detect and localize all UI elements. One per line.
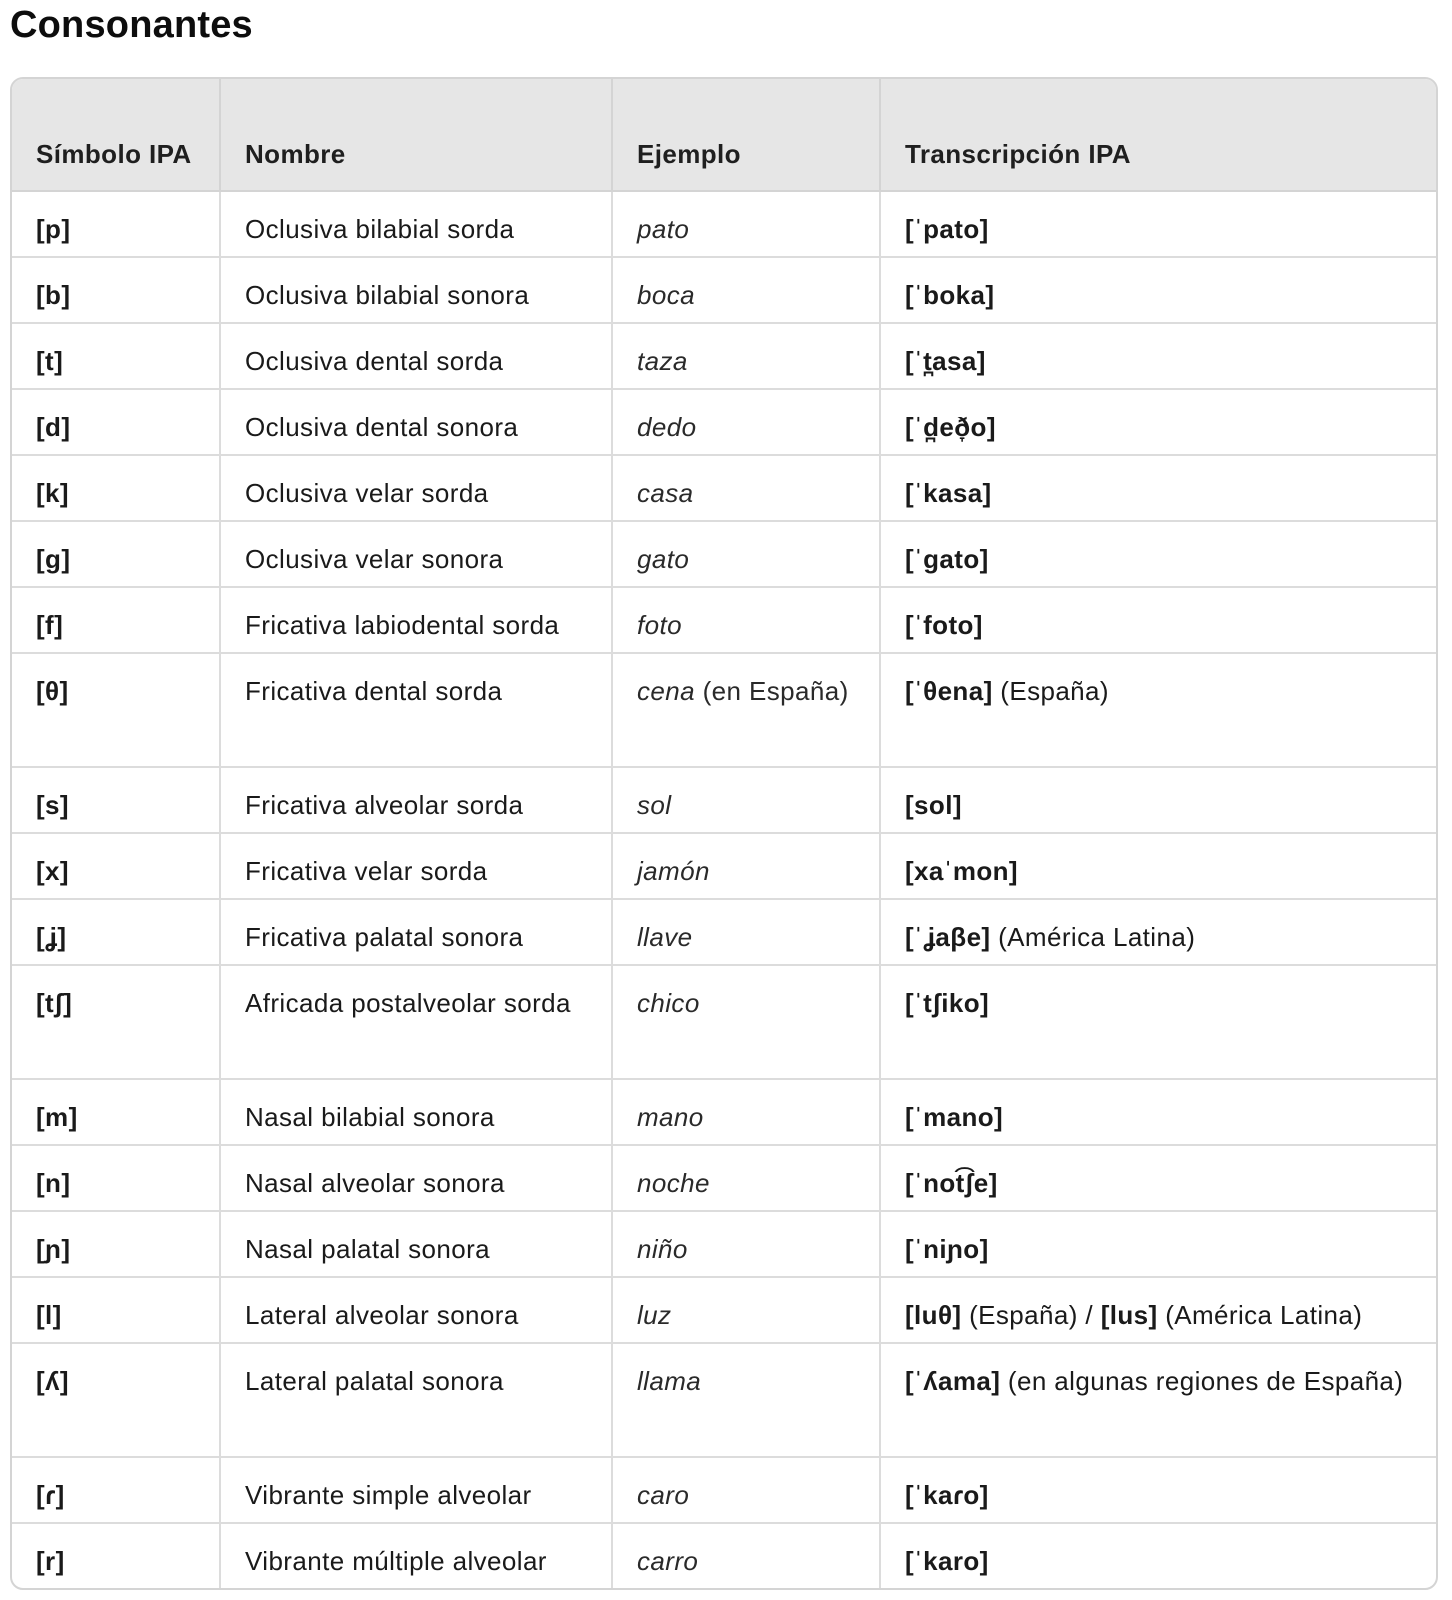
consonant-name: Fricativa dental sorda — [245, 676, 503, 706]
ipa-symbol-cell — [12, 1145, 220, 1211]
ipa-transcription: [ˈpato] — [905, 214, 989, 244]
example-word: llave — [637, 922, 693, 952]
ipa-symbol-cell — [12, 587, 220, 653]
ipa-transcription: [ˈt̪asa] — [905, 346, 986, 376]
ipa-symbol-cell — [12, 521, 220, 587]
ipa-symbol-cell — [12, 833, 220, 899]
ipa-transcription: [sol] — [905, 790, 962, 820]
transcription-cell — [880, 899, 1436, 965]
example-word: gato — [637, 544, 690, 574]
ipa-transcription: [ˈgato] — [905, 544, 989, 574]
ipa-symbol: [k] — [36, 478, 69, 508]
ipa-symbol: [ɾ] — [36, 1480, 65, 1510]
section-title: Consonantes — [10, 4, 253, 46]
transcription-note: (América Latina) — [990, 922, 1196, 952]
table-row — [12, 521, 1436, 587]
ipa-transcription: [ˈkasa] — [905, 478, 992, 508]
transcription-cell — [880, 587, 1436, 653]
ipa-symbol: [f] — [36, 610, 64, 640]
consonant-name: Oclusiva velar sonora — [245, 544, 504, 574]
example-cell — [612, 1211, 880, 1277]
transcription-cell — [880, 767, 1436, 833]
example-cell — [612, 323, 880, 389]
table-row — [12, 1079, 1436, 1145]
ipa-symbol-cell — [12, 767, 220, 833]
header-name: Nombre — [220, 79, 612, 191]
transcription-cell — [880, 1277, 1436, 1343]
table-row — [12, 1523, 1436, 1589]
ipa-symbol: [ɲ] — [36, 1234, 71, 1264]
table-row — [12, 1145, 1436, 1211]
example-word: jamón — [637, 856, 710, 886]
ipa-symbol: [l] — [36, 1300, 62, 1330]
name-cell — [220, 965, 612, 1079]
ipa-symbol: [θ] — [36, 676, 69, 706]
example-cell — [612, 1079, 880, 1145]
ipa-symbol: [d] — [36, 412, 71, 442]
transcription-note: (España) — [992, 676, 1109, 706]
ipa-transcription: [xaˈmon] — [905, 856, 1018, 886]
example-word: chico — [637, 988, 700, 1018]
example-cell — [612, 521, 880, 587]
ipa-symbol: [ʎ] — [36, 1366, 69, 1396]
example-word: dedo — [637, 412, 697, 442]
example-cell — [612, 1523, 880, 1589]
transcription-cell — [880, 1523, 1436, 1589]
name-cell — [220, 653, 612, 767]
consonant-name: Fricativa labiodental sorda — [245, 610, 560, 640]
name-cell — [220, 455, 612, 521]
ipa-transcription-alt: [lus] — [1100, 1300, 1158, 1330]
transcription-cell — [880, 653, 1436, 767]
consonant-name: Fricativa palatal sonora — [245, 922, 524, 952]
table-body — [12, 191, 1436, 1589]
example-cell — [612, 1457, 880, 1523]
transcription-cell — [880, 389, 1436, 455]
consonant-name: Fricativa alveolar sorda — [245, 790, 524, 820]
consonant-name: Vibrante simple alveolar — [245, 1480, 532, 1510]
transcription-cell — [880, 1457, 1436, 1523]
ipa-symbol: [ʝ] — [36, 922, 67, 952]
example-cell — [612, 587, 880, 653]
name-cell — [220, 389, 612, 455]
name-cell — [220, 323, 612, 389]
example-cell — [612, 833, 880, 899]
ipa-symbol: [m] — [36, 1102, 78, 1132]
example-word: noche — [637, 1168, 710, 1198]
ipa-symbol-cell — [12, 323, 220, 389]
transcription-note-alt: (América Latina) — [1157, 1300, 1363, 1330]
name-cell — [220, 1277, 612, 1343]
consonant-name: Oclusiva dental sorda — [245, 346, 504, 376]
name-cell — [220, 1457, 612, 1523]
example-word: caro — [637, 1480, 690, 1510]
example-word: cena — [637, 676, 695, 706]
table-row — [12, 1277, 1436, 1343]
ipa-symbol-cell — [12, 1343, 220, 1457]
ipa-symbol: [b] — [36, 280, 71, 310]
example-cell — [612, 653, 880, 767]
consonants-table — [12, 79, 1436, 1589]
example-cell — [612, 1145, 880, 1211]
consonants-table-container — [10, 77, 1438, 1590]
example-note: (en España) — [694, 676, 849, 706]
transcription-cell — [880, 965, 1436, 1079]
table-row — [12, 257, 1436, 323]
consonant-name: Africada postalveolar sorda — [245, 988, 571, 1018]
ipa-transcription: [ˈʝaβe] — [905, 922, 991, 952]
example-word: niño — [637, 1234, 688, 1264]
ipa-symbol: [r] — [36, 1546, 65, 1576]
example-cell — [612, 257, 880, 323]
header-ipa-symbol: Símbolo IPA — [12, 79, 220, 191]
ipa-symbol-cell — [12, 899, 220, 965]
ipa-symbol-cell — [12, 257, 220, 323]
ipa-symbol: [t] — [36, 346, 64, 376]
transcription-cell — [880, 1211, 1436, 1277]
table-row — [12, 965, 1436, 1079]
consonant-name: Oclusiva dental sonora — [245, 412, 519, 442]
example-cell — [612, 1343, 880, 1457]
table-header — [12, 79, 1436, 191]
header-example: Ejemplo — [612, 79, 880, 191]
transcription-cell — [880, 1079, 1436, 1145]
ipa-symbol-cell — [12, 1277, 220, 1343]
table-row — [12, 1211, 1436, 1277]
ipa-transcription: [luθ] — [905, 1300, 962, 1330]
example-word: taza — [637, 346, 688, 376]
consonant-name: Oclusiva bilabial sonora — [245, 280, 530, 310]
table-row — [12, 833, 1436, 899]
transcription-cell — [880, 257, 1436, 323]
name-cell — [220, 833, 612, 899]
table-row — [12, 767, 1436, 833]
ipa-symbol: [p] — [36, 214, 71, 244]
ipa-transcription: [ˈboka] — [905, 280, 995, 310]
transcription-cell — [880, 1343, 1436, 1457]
ipa-transcription: [ˈnot͡ʃe] — [905, 1168, 998, 1198]
ipa-symbol-cell — [12, 1079, 220, 1145]
name-cell — [220, 899, 612, 965]
ipa-symbol: [tʃ] — [36, 988, 73, 1018]
example-word: luz — [637, 1300, 672, 1330]
table-row — [12, 1457, 1436, 1523]
name-cell — [220, 1079, 612, 1145]
ipa-transcription: [ˈfoto] — [905, 610, 983, 640]
transcription-cell — [880, 455, 1436, 521]
example-word: foto — [637, 610, 682, 640]
header-ipa-transcription: Transcripción IPA — [880, 79, 1436, 191]
table-row — [12, 899, 1436, 965]
example-word: boca — [637, 280, 695, 310]
ipa-symbol: [g] — [36, 544, 71, 574]
name-cell — [220, 1523, 612, 1589]
example-cell — [612, 767, 880, 833]
consonant-name: Nasal palatal sonora — [245, 1234, 491, 1264]
ipa-symbol: [x] — [36, 856, 69, 886]
consonant-name: Lateral alveolar sonora — [245, 1300, 519, 1330]
consonant-name: Fricativa velar sorda — [245, 856, 488, 886]
example-cell — [612, 899, 880, 965]
table-row — [12, 1343, 1436, 1457]
transcription-cell — [880, 191, 1436, 257]
name-cell — [220, 587, 612, 653]
name-cell — [220, 1211, 612, 1277]
consonant-name: Oclusiva bilabial sorda — [245, 214, 515, 244]
example-word: carro — [637, 1546, 699, 1576]
transcription-cell — [880, 1145, 1436, 1211]
example-cell — [612, 191, 880, 257]
name-cell — [220, 1343, 612, 1457]
example-cell — [612, 965, 880, 1079]
ipa-transcription: [ˈd̪eð̞o] — [905, 412, 996, 442]
consonant-name: Oclusiva velar sorda — [245, 478, 489, 508]
ipa-transcription: [ˈʎama] — [905, 1366, 1001, 1396]
ipa-transcription: [ˈkaro] — [905, 1546, 989, 1576]
transcription-note: (en algunas regiones de España) — [1000, 1366, 1404, 1396]
name-cell — [220, 767, 612, 833]
ipa-transcription: [ˈtʃiko] — [905, 988, 990, 1018]
name-cell — [220, 521, 612, 587]
table-row — [12, 455, 1436, 521]
ipa-symbol: [s] — [36, 790, 69, 820]
consonant-name: Vibrante múltiple alveolar — [245, 1546, 547, 1576]
ipa-symbol-cell — [12, 1457, 220, 1523]
name-cell — [220, 1145, 612, 1211]
name-cell — [220, 257, 612, 323]
name-cell — [220, 191, 612, 257]
example-cell — [612, 1277, 880, 1343]
example-cell — [612, 389, 880, 455]
header-row — [12, 79, 1436, 191]
ipa-symbol-cell — [12, 191, 220, 257]
table-row — [12, 653, 1436, 767]
ipa-transcription: [ˈkaɾo] — [905, 1480, 989, 1510]
example-word: llama — [637, 1366, 702, 1396]
transcription-cell — [880, 833, 1436, 899]
table-row — [12, 323, 1436, 389]
ipa-symbol-cell — [12, 965, 220, 1079]
example-word: casa — [637, 478, 694, 508]
table-row — [12, 191, 1436, 257]
ipa-transcription: [ˈmano] — [905, 1102, 1004, 1132]
ipa-transcription: [ˈθena] — [905, 676, 993, 706]
example-word: sol — [637, 790, 672, 820]
consonant-name: Nasal bilabial sonora — [245, 1102, 495, 1132]
ipa-symbol-cell — [12, 1211, 220, 1277]
consonant-name: Lateral palatal sonora — [245, 1366, 504, 1396]
consonant-name: Nasal alveolar sonora — [245, 1168, 505, 1198]
example-word: mano — [637, 1102, 704, 1132]
transcription-cell — [880, 521, 1436, 587]
table-row — [12, 587, 1436, 653]
transcription-note: (España) / — [961, 1300, 1101, 1330]
ipa-symbol: [n] — [36, 1168, 71, 1198]
transcription-cell — [880, 323, 1436, 389]
table-row — [12, 389, 1436, 455]
ipa-symbol-cell — [12, 653, 220, 767]
ipa-transcription: [ˈniɲo] — [905, 1234, 989, 1264]
example-cell — [612, 455, 880, 521]
ipa-symbol-cell — [12, 455, 220, 521]
ipa-symbol-cell — [12, 1523, 220, 1589]
ipa-symbol-cell — [12, 389, 220, 455]
example-word: pato — [637, 214, 690, 244]
